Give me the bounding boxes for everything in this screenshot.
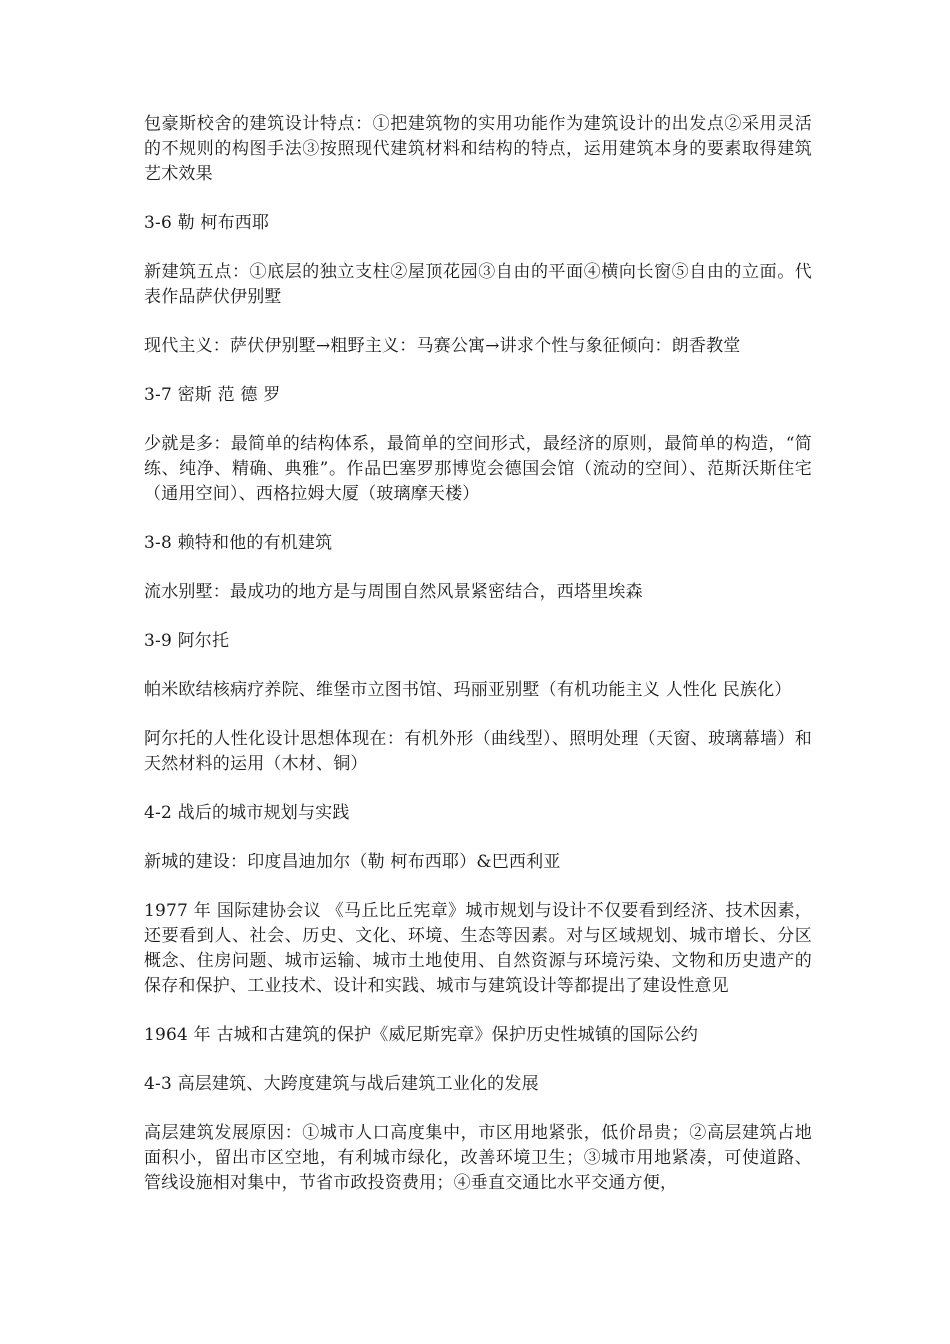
paragraph-venice-charter: 1964 年 古城和古建筑的保护《威尼斯宪章》保护历史性城镇的国际公约 xyxy=(144,1025,699,1045)
section-heading-le-corbusier: 3-6 勒 柯布西耶 xyxy=(144,213,270,233)
paragraph-aalto-works: 帕米欧结核病疗养院、维堡市立图书馆、玛丽亚别墅（有机功能主义 人性化 民族化） xyxy=(144,680,792,700)
paragraph-five-points: 新建筑五点：①底层的独立支柱②屋顶花园③自由的平面④横向长窗⑤自由的立面。代表作品萨伏伊别墅 xyxy=(144,262,812,307)
paragraph-machu-picchu-charter: 1977 年 国际建协会议 《马丘比丘宪章》城市规划与设计不仅要看到经济、技术因素，还要看到人、社会、历史、文化、环境、生态等因素。对与区域规划、城市增长、分区概念、住房问题、城市运输、城市土地使用、自然资源与环境污染、文物和历史遗产的保存和保护、工业技术、设计和实践、城市与建筑设计等都提出了建设性意见 xyxy=(144,901,812,996)
paragraph-new-towns: 新城的建设：印度昌迪加尔（勒 柯布西耶）&巴西利亚 xyxy=(144,852,561,872)
paragraph-bauhaus-features: 包豪斯校舍的建筑设计特点：①把建筑物的实用功能作为建筑设计的出发点②采用灵活的不规则的构图手法③按照现代建筑材料和结构的特点，运用建筑本身的要素取得建筑艺术效果 xyxy=(144,114,812,184)
section-heading-mies: 3-7 密斯 范 德 罗 xyxy=(144,385,281,405)
section-heading-aalto: 3-9 阿尔托 xyxy=(144,631,230,651)
section-heading-postwar-planning: 4-2 战后的城市规划与实践 xyxy=(144,803,350,823)
paragraph-less-is-more: 少就是多：最简单的结构体系，最简单的空间形式，最经济的原则，最简单的构造，“简练、纯净、精确、典雅”。作品巴塞罗那博览会德国会馆（流动的空间）、范斯沃斯住宅（通用空间）、西格拉姆大厦（玻璃摩天楼） xyxy=(144,434,812,504)
paragraph-modernism-evolution: 现代主义：萨伏伊别墅→粗野主义：马赛公寓→讲求个性与象征倾向：朗香教堂 xyxy=(144,336,741,356)
section-heading-wright: 3-8 赖特和他的有机建筑 xyxy=(144,533,333,553)
paragraph-high-rise-reasons: 高层建筑发展原因：①城市人口高度集中，市区用地紧张，低价昂贵；②高层建筑占地面积小，留出市区空地，有利城市绿化，改善环境卫生；③城市用地紧凑，可使道路、管线设施相对集中，节省市政投资费用；④垂直交通比水平交通方便， xyxy=(144,1123,812,1193)
paragraph-fallingwater: 流水别墅：最成功的地方是与周围自然风景紧密结合，西塔里埃森 xyxy=(144,582,643,602)
section-heading-high-rise: 4-3 高层建筑、大跨度建筑与战后建筑工业化的发展 xyxy=(144,1074,539,1094)
document-page xyxy=(144,112,812,1220)
paragraph-aalto-humanism: 阿尔托的人性化设计思想体现在：有机外形（曲线型）、照明处理（天窗、玻璃幕墙）和天然材料的运用（木材、铜） xyxy=(144,729,812,774)
